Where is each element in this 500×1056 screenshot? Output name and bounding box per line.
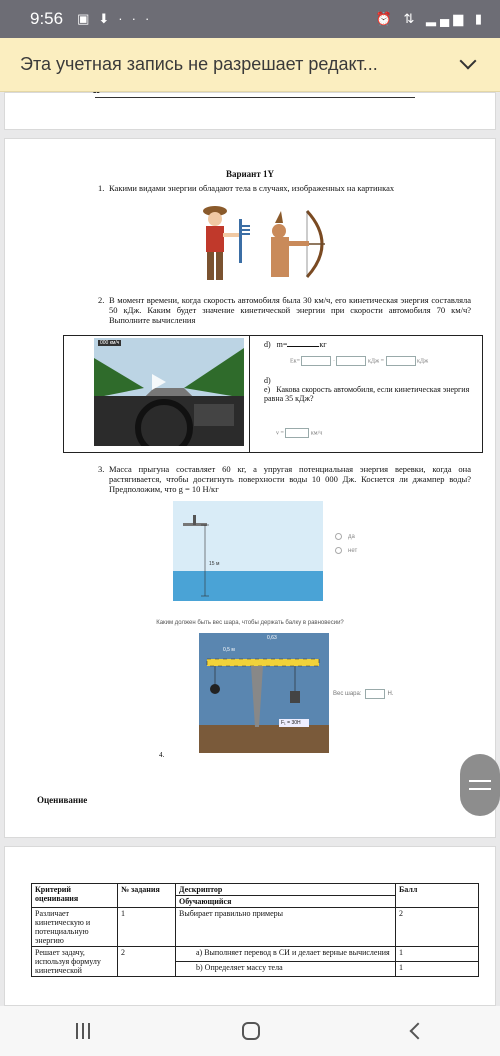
clock: 9:56 [30,9,64,28]
question-2-box [63,335,483,453]
grading-title: Оценивание [37,795,88,805]
underline [95,97,415,98]
ek-input-3[interactable] [386,356,416,366]
more-icon: ··· [118,11,159,26]
q2-ek-unit-2: кДж [417,358,429,365]
handle-line-icon [469,780,491,782]
header-task-no: № задания [118,884,176,908]
distance-1-label: 0,5 м [223,647,235,653]
recent-apps-icon[interactable] [76,1023,90,1039]
option-yes-label: да [348,533,355,540]
header-score: Балл [396,884,479,908]
question-3-text: Масса прыгуна составляет 60 кг, а упругая потенциальная энергия веревки, когда она растягивается, чтобы достигнуть поверхности воды 10 000 Дж. Коснется ли джампер воды? Предположим, что g = 10 Н/кг [109,464,471,494]
question-3-number: 3. [98,464,105,474]
home-icon[interactable] [242,1022,260,1040]
cell-criterion: Решает задачу, используя формулу кинетической [32,947,118,977]
q2-v-label: v = [276,430,284,437]
document-page [4,138,496,838]
question-2-text: В момент времени, когда скорость автомобиля была 30 км/ч, его кинетическая энергия составляла 50 кДж. Каким будет значение кинетической энергии при скорости автомобиля 70 км/ч? Выполните вычисления [109,295,471,325]
status-bar [0,0,500,38]
page-mark: -- [93,87,100,98]
signal-icon: ▂▄▆ [426,11,468,26]
header-criterion: Критерий оценивания [32,884,118,908]
cell-score-a: 1 [396,947,479,962]
option-yes[interactable] [335,533,355,540]
ek-input-2[interactable] [336,356,366,366]
speed-input[interactable] [285,428,309,438]
network-type-icon: ⇅ [403,11,419,26]
car-dashboard-illustration [94,338,244,446]
radio-yes[interactable] [335,533,342,540]
question-4-number: 4. [159,751,165,759]
q2-mass-unit: кг [319,340,327,349]
back-icon[interactable] [410,1023,427,1040]
navigation-bar [0,1006,500,1056]
spring-scale-illustration [193,199,253,289]
q2-d-label: d) [264,340,271,349]
ek-input-1[interactable] [301,356,331,366]
read-only-banner[interactable] [0,38,500,92]
table-row [32,908,479,947]
question-1-text: Какими видами энергии обладают тела в случаях, изображенных на картинках [109,183,395,193]
distance-2-label: 0,63 [267,635,277,641]
box-divider [249,336,250,452]
variant-title: Вариант 1Y [225,169,275,179]
scroll-handle[interactable] [460,754,500,816]
q2-d2-label: d) [264,376,271,385]
notification-icons [77,11,158,27]
question-1-number: 1. [98,183,105,193]
weight-label: Вес шара: [333,691,362,697]
archer-illustration [267,207,329,281]
cell-criterion: Различает кинетическую и потенциальную энергию [32,908,118,947]
cell-task: 2 [118,947,176,977]
system-icons [376,11,486,27]
weight-unit: Н. [387,691,394,697]
driving-video[interactable] [94,338,244,446]
table-header-row [32,884,479,896]
q2-ek-label: Eк= [290,358,300,365]
q2-e-label: e) [264,385,271,394]
mass-blank [287,346,319,347]
bungee-jump-illustration [173,501,323,601]
q2-speed-row [276,428,322,438]
question-1 [98,183,469,193]
header-descriptor: Дескриптор [176,884,396,896]
question-3 [98,464,471,494]
question-2 [98,295,471,325]
document-page-grading [4,846,496,1006]
option-no-label: нет [348,547,358,554]
q2-ek-unit-1: кДж = [367,358,385,365]
force-label: F₁ = 30Н [281,720,301,726]
weight-row [333,689,394,699]
balance-beam-illustration [199,633,329,753]
handle-line-icon [469,788,491,790]
q2-e-text: Какова скорость автомобиля, если кинетическая энергия равна 35 кДж? [264,385,470,403]
q2-energy-row: Eк= · кДж = кДж [290,356,428,366]
banner-text: Эта учетная запись не разрешает редакт... [20,54,378,74]
header-student: Обучающийся [176,896,396,908]
question-2-number: 2. [98,295,105,305]
download-icon: ⬇ [98,11,119,26]
alarm-icon: ⏰ [375,11,396,26]
cell-descriptor-b: b) Определяет массу тела [176,962,396,977]
radio-no[interactable] [335,547,342,554]
gallery-icon: ▣ [77,11,99,26]
cell-descriptor: Выбирает правильно примеры [176,908,396,947]
battery-icon: ▮ [474,11,486,26]
weight-input[interactable] [365,689,385,699]
cell-descriptor-a: a) Выполняет перевод в СИ и делает верные вычисления [176,947,396,962]
q2-mass-row [264,340,327,349]
option-no[interactable] [335,547,357,554]
cell-score-b: 1 [396,962,479,977]
cell-task: 1 [118,908,176,947]
question-4-prompt: Каким должен быть вес шара, чтобы держать балку в равновесии? [156,620,344,626]
document-page-previous [4,87,496,130]
q2-v-unit: км/ч [310,430,323,437]
jump-height-label: 15 м [209,561,220,567]
q2-mass-label: m= [276,340,288,349]
table-row [32,947,479,962]
cell-score: 2 [396,908,479,947]
video-speed-label: 000 км/ч [100,340,120,346]
chevron-down-icon[interactable] [460,53,477,70]
grading-table [31,883,479,977]
q2-question-e [264,385,474,403]
